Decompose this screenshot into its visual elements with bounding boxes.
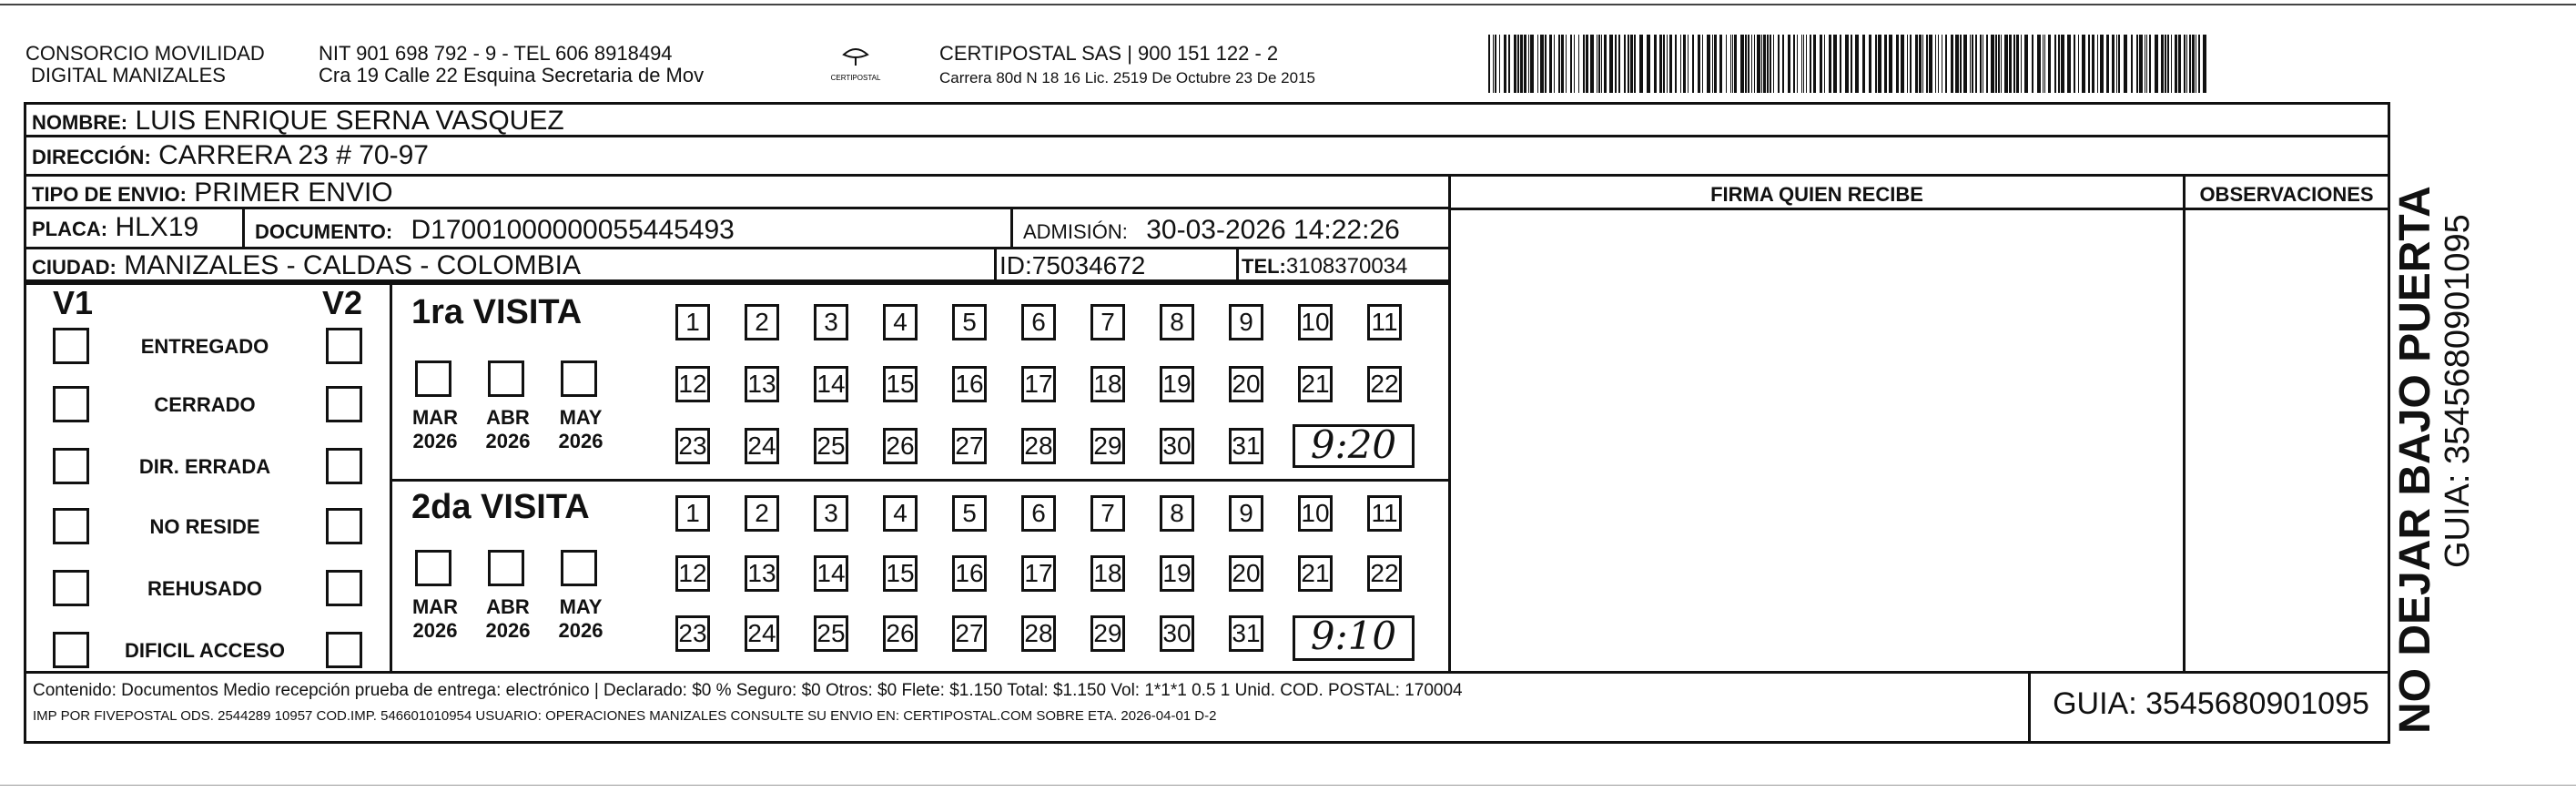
- second-visit-day-box[interactable]: 15: [883, 555, 918, 592]
- first-visit-day-box[interactable]: 16: [952, 366, 987, 402]
- second-visit-day-box[interactable]: 31: [1229, 615, 1263, 652]
- type-row: [26, 177, 1451, 209]
- first-visit-day-box[interactable]: 9: [1229, 304, 1263, 340]
- second-visit-day-box[interactable]: 14: [814, 555, 848, 592]
- footer-guide: GUIA: 3545680901095: [2053, 686, 2369, 721]
- carrier-license: Carrera 80d N 18 16 Lic. 2519 De Octubre 23 De 2015: [939, 69, 1315, 86]
- no-under-door-warning: NO DEJAR BAJO PUERTA: [2391, 186, 2439, 734]
- barcode: [1488, 35, 2207, 93]
- v1-checkbox[interactable]: [53, 386, 89, 422]
- v1-checkbox[interactable]: [53, 448, 89, 484]
- first-visit-day-box[interactable]: 28: [1021, 428, 1056, 464]
- first-visit-day-box[interactable]: 21: [1298, 366, 1333, 402]
- first-visit-day-box[interactable]: 15: [883, 366, 918, 402]
- first-visit-title: 1ra VISITA: [411, 293, 583, 331]
- v1-checkbox[interactable]: [53, 570, 89, 606]
- v1-checkbox[interactable]: [53, 508, 89, 544]
- first-visit-day-box[interactable]: 31: [1229, 428, 1263, 464]
- signature-header: FIRMA QUIEN RECIBE: [1710, 183, 1923, 206]
- second-visit-month-checkbox[interactable]: [488, 550, 524, 586]
- first-visit-day-box[interactable]: 2: [745, 304, 779, 340]
- second-visit-day-box[interactable]: 12: [675, 555, 710, 592]
- first-visit-day-box[interactable]: 8: [1160, 304, 1194, 340]
- tel-label: TEL:: [1242, 255, 1286, 278]
- second-visit-day-box[interactable]: 4: [883, 495, 918, 532]
- second-visit-month-name: MAY: [559, 595, 603, 618]
- second-visit-month-year: 2026: [412, 619, 458, 642]
- first-visit-day-box[interactable]: 4: [883, 304, 918, 340]
- address-line: Cra 19 Calle 22 Esquina Secretaria de Mov: [319, 64, 705, 86]
- second-visit-day-box[interactable]: 26: [883, 615, 918, 652]
- id-cell: [999, 251, 1145, 280]
- v2-checkbox[interactable]: [326, 632, 362, 668]
- first-visit-month-year: 2026: [558, 430, 603, 452]
- recipient-name: LUIS ENRIQUE SERNA VASQUEZ: [135, 106, 564, 136]
- second-visit-month-checkbox[interactable]: [415, 550, 451, 586]
- first-visit-day-box[interactable]: 24: [745, 428, 779, 464]
- first-visit-day-box[interactable]: 11: [1367, 304, 1402, 340]
- v1-checkbox[interactable]: [53, 632, 89, 668]
- first-visit-day-box[interactable]: 26: [883, 428, 918, 464]
- first-visit-month-name: MAY: [559, 406, 603, 429]
- id-value: 75034672: [1031, 251, 1146, 279]
- admission-cell: [1023, 212, 1400, 250]
- id-label: ID:: [999, 251, 1032, 279]
- first-visit-day-box[interactable]: 20: [1229, 366, 1263, 402]
- document-cell: [255, 212, 735, 250]
- first-visit-day-box[interactable]: 13: [745, 366, 779, 402]
- second-visit-day-box[interactable]: 19: [1160, 555, 1194, 592]
- second-visit-day-box[interactable]: 30: [1160, 615, 1194, 652]
- second-visit-day-box[interactable]: 17: [1021, 555, 1056, 592]
- shipment-type: PRIMER ENVIO: [194, 178, 393, 208]
- admission-value: 30-03-2026 14:22:26: [1146, 215, 1400, 245]
- admission-label: ADMISIÓN:: [1023, 220, 1128, 243]
- first-visit-day-box[interactable]: 30: [1160, 428, 1194, 464]
- recipient-address: CARRERA 23 # 70-97: [158, 140, 429, 170]
- second-visit-day-box[interactable]: 1: [675, 495, 710, 532]
- name-row: [26, 105, 2388, 137]
- address-row: [26, 137, 2388, 177]
- second-visit-day-box[interactable]: 24: [745, 615, 779, 652]
- second-visit-day-box[interactable]: 2: [745, 495, 779, 532]
- status-option-label: NO RESIDE: [149, 515, 260, 538]
- status-option-label: CERRADO: [154, 393, 256, 416]
- first-visit-day-box[interactable]: 22: [1367, 366, 1402, 402]
- status-option-label: REHUSADO: [147, 577, 262, 600]
- second-visit-day-box[interactable]: 5: [952, 495, 987, 532]
- second-visit-day-box[interactable]: 29: [1090, 615, 1125, 652]
- v2-checkbox[interactable]: [326, 448, 362, 484]
- first-visit-month-year: 2026: [412, 430, 458, 452]
- second-visit-month-year: 2026: [558, 619, 603, 642]
- second-visit-day-box[interactable]: 25: [814, 615, 848, 652]
- first-visit-day-box[interactable]: 18: [1090, 366, 1125, 402]
- carrier-name: CERTIPOSTAL SAS | 900 151 122 - 2: [939, 42, 1279, 65]
- certipostal-logo: [824, 44, 887, 86]
- type-label: TIPO DE ENVIO:: [32, 183, 187, 206]
- second-visit-day-box[interactable]: 22: [1367, 555, 1402, 592]
- second-visit-day-box[interactable]: 3: [814, 495, 848, 532]
- first-visit-day-box[interactable]: 6: [1021, 304, 1056, 340]
- second-visit-day-box[interactable]: 7: [1090, 495, 1125, 532]
- first-visit-month-checkbox[interactable]: [561, 360, 597, 397]
- first-visit-month-checkbox[interactable]: [488, 360, 524, 397]
- second-visit-title: 2da VISITA: [411, 488, 590, 526]
- company-name-line-1: CONSORCIO MOVILIDAD: [25, 42, 265, 65]
- second-visit-month-checkbox[interactable]: [561, 550, 597, 586]
- document-label: DOCUMENTO:: [255, 220, 393, 243]
- first-visit-month-checkbox[interactable]: [415, 360, 451, 397]
- second-visit-day-box[interactable]: 20: [1229, 555, 1263, 592]
- second-visit-day-box[interactable]: 16: [952, 555, 987, 592]
- second-visit-day-box[interactable]: 23: [675, 615, 710, 652]
- svg-text:CERTIPOSTAL: CERTIPOSTAL: [830, 74, 881, 82]
- second-visit-day-box[interactable]: 28: [1021, 615, 1056, 652]
- name-label: NOMBRE:: [32, 111, 128, 134]
- first-visit-day-box[interactable]: 5: [952, 304, 987, 340]
- first-visit-day-box[interactable]: 7: [1090, 304, 1125, 340]
- side-guide-number: GUIA: 3545680901095: [2439, 214, 2477, 568]
- second-visit-time[interactable]: 9:10: [1293, 615, 1415, 661]
- nit-line: NIT 901 698 792 - 9 - TEL 606 8918494: [319, 42, 673, 65]
- first-visit-day-box[interactable]: 10: [1298, 304, 1333, 340]
- second-visit-month-name: MAR: [411, 595, 459, 618]
- signature-area[interactable]: [1453, 211, 2181, 668]
- status-option-label: DIR. ERRADA: [138, 455, 271, 478]
- company-name-line-2: DIGITAL MANIZALES: [31, 64, 226, 86]
- status-option-label: ENTREGADO: [140, 335, 269, 358]
- v2-checkbox[interactable]: [326, 508, 362, 544]
- city-label: CIUDAD:: [32, 256, 117, 279]
- second-visit-month-name: ABR: [486, 595, 530, 618]
- second-visit-day-box[interactable]: 21: [1298, 555, 1333, 592]
- second-visit-day-box[interactable]: 13: [745, 555, 779, 592]
- second-visit-month-year: 2026: [485, 619, 531, 642]
- v2-header: V2: [322, 284, 363, 321]
- first-visit-day-box[interactable]: 19: [1160, 366, 1194, 402]
- plate-value: HLX19: [115, 212, 199, 242]
- second-visit-day-box[interactable]: 27: [952, 615, 987, 652]
- address-label: DIRECCIÓN:: [32, 146, 151, 168]
- v2-checkbox[interactable]: [326, 386, 362, 422]
- first-visit-day-box[interactable]: 12: [675, 366, 710, 402]
- footer-content: Contenido: Documentos Medio recepción prueba de entrega: electrónico | Declarado: $0 % Seguro: $0 Otros: $0 Flete: $1.150 Total: $1.150 Vol: 1*1*1 0.5 1 Unid. COD. POSTAL: 170004: [33, 681, 1463, 700]
- second-visit-day-box[interactable]: 11: [1367, 495, 1402, 532]
- status-option-label: DIFICIL ACCESO: [124, 639, 285, 662]
- first-visit-day-box[interactable]: 14: [814, 366, 848, 402]
- tel-value: 3108370034: [1285, 254, 1408, 279]
- first-visit-month-year: 2026: [485, 430, 531, 452]
- observations-header: OBSERVACIONES: [2199, 183, 2374, 206]
- second-visit-day-box[interactable]: 6: [1021, 495, 1056, 532]
- document-value: D17001000000055445493: [411, 215, 735, 245]
- first-visit-month-name: ABR: [486, 406, 530, 429]
- first-visit-day-box[interactable]: 25: [814, 428, 848, 464]
- second-visit-day-box[interactable]: 8: [1160, 495, 1194, 532]
- first-visit-day-box[interactable]: 29: [1090, 428, 1125, 464]
- observations-area[interactable]: [2186, 211, 2387, 668]
- first-visit-day-box[interactable]: 23: [675, 428, 710, 464]
- first-visit-month-name: MAR: [411, 406, 459, 429]
- footer-imp: IMP POR FIVEPOSTAL ODS. 2544289 10957 COD.IMP. 546601010954 USUARIO: OPERACIONES MANIZALES CONSULTE SU ENVIO EN: CERTIPOSTAL.COM SOBRE ETA. 2026-04-01 D-2: [33, 708, 1217, 724]
- plate-label: PLACA:: [32, 218, 108, 240]
- first-visit-day-box[interactable]: 3: [814, 304, 848, 340]
- v1-header: V1: [53, 284, 94, 321]
- v2-checkbox[interactable]: [326, 570, 362, 606]
- second-visit-day-box[interactable]: 10: [1298, 495, 1333, 532]
- first-visit-time[interactable]: 9:20: [1293, 424, 1415, 468]
- v1-checkbox[interactable]: [53, 328, 89, 364]
- tel-cell: [1242, 253, 1407, 280]
- second-visit-day-box[interactable]: 18: [1090, 555, 1125, 592]
- first-visit-day-box[interactable]: 27: [952, 428, 987, 464]
- v2-checkbox[interactable]: [326, 328, 362, 364]
- city-value: MANIZALES - CALDAS - COLOMBIA: [124, 250, 582, 280]
- first-visit-day-box[interactable]: 1: [675, 304, 710, 340]
- first-visit-day-box[interactable]: 17: [1021, 366, 1056, 402]
- second-visit-day-box[interactable]: 9: [1229, 495, 1263, 532]
